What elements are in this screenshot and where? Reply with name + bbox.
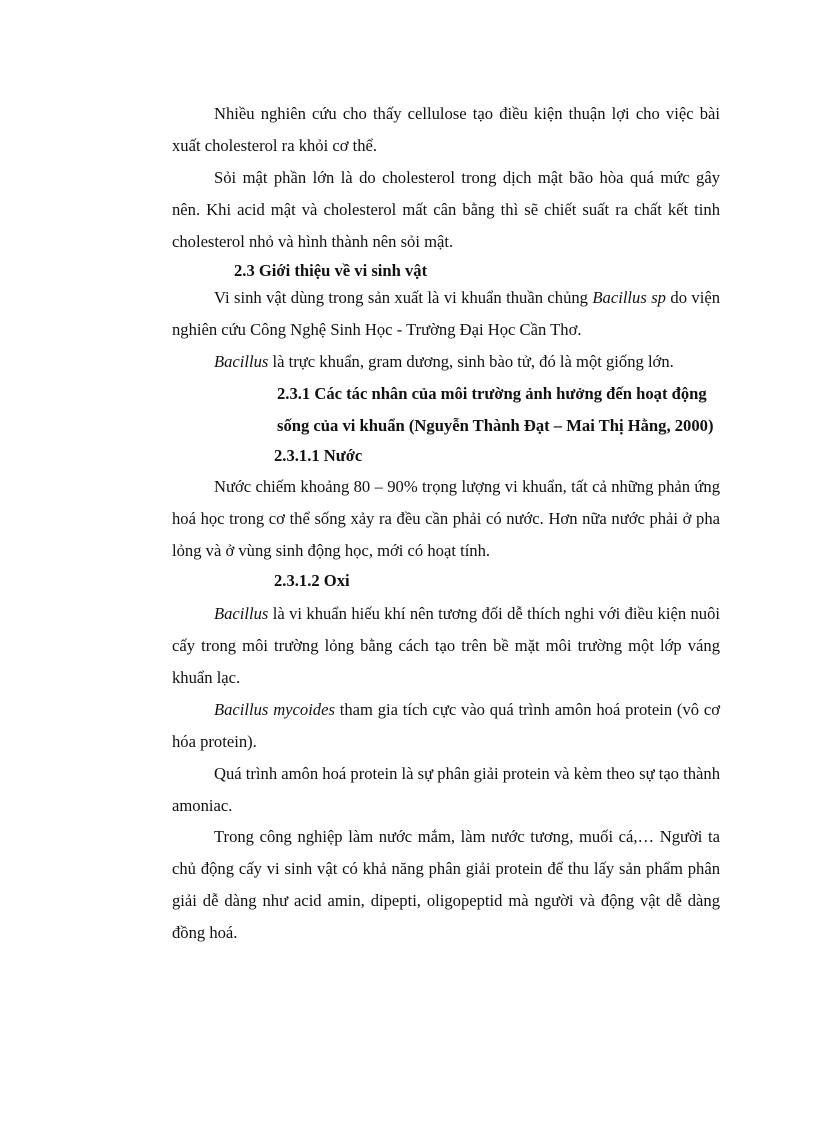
paragraph-microorganism-source: Vi sinh vật dùng trong sản xuất là vi khuẩn thuần chủng Bacillus sp do viện nghiên cứu Công Nghệ Sinh Học - Trường Đại Học Cần Thơ. bbox=[172, 288, 720, 339]
heading-2-3-1-line1: 2.3.1 Các tác nhân của môi trường ảnh hưởng đến hoạt động bbox=[277, 384, 707, 403]
heading-2-3-1-1: 2.3.1.1 Nước bbox=[274, 446, 363, 465]
heading-2-3-1-2: 2.3.1.2 Oxi bbox=[274, 571, 350, 590]
paragraph-bacillus-description: Bacillus là trực khuẩn, gram dương, sinh bào tử, đó là một giống lớn. bbox=[214, 352, 674, 371]
paragraph-gallstones: Sỏi mật phần lớn là do cholesterol trong dịch mật bão hòa quá mức gây nên. Khi acid mật và cholesterol mất cân bằng thì sẽ chiết suất ra chất kết tinh cholesterol nhỏ và hình thành nên sỏi mật. bbox=[172, 168, 720, 251]
paragraph-oxygen: Bacillus là vi khuẩn hiếu khí nên tương đối dễ thích nghi với điều kiện nuôi cấy trong môi trường lỏng bằng cách tạo trên bề mặt môi trường một lớp váng khuẩn lạc. bbox=[172, 604, 720, 687]
paragraph-water: Nước chiếm khoảng 80 – 90% trọng lượng vi khuẩn, tất cả những phản ứng hoá học trong cơ thể sống xảy ra đều cần phải có nước. Hơn nữa nước phải ở pha lỏng và ở vùng sinh động học, mới có hoạt tính. bbox=[172, 477, 720, 560]
heading-2-3-1-line2: sống của vi khuẩn (Nguyễn Thành Đạt – Mai Thị Hằng, 2000) bbox=[277, 416, 714, 435]
paragraph-industry: Trong công nghiệp làm nước mắm, làm nước tương, muối cá,… Người ta chủ động cấy vi sinh vật có khả năng phân giải protein để thu lấy sản phẩm phân giải dễ dàng như acid amin, dipepti, oligopeptid mà người và động vật dễ dàng đồng hoá. bbox=[172, 827, 720, 942]
heading-2-3: 2.3 Giới thiệu về vi sinh vật bbox=[234, 261, 428, 280]
paragraph-ammonification: Quá trình amôn hoá protein là sự phân giải protein và kèm theo sự tạo thành amoniac. bbox=[172, 764, 720, 815]
paragraph-bacillus-mycoides: Bacillus mycoides tham gia tích cực vào quá trình amôn hoá protein (vô cơ hóa protein). bbox=[172, 700, 720, 751]
paragraph-cellulose: Nhiều nghiên cứu cho thấy cellulose tạo điều kiện thuận lợi cho việc bài xuất cholesterol ra khỏi cơ thể. bbox=[172, 104, 720, 155]
